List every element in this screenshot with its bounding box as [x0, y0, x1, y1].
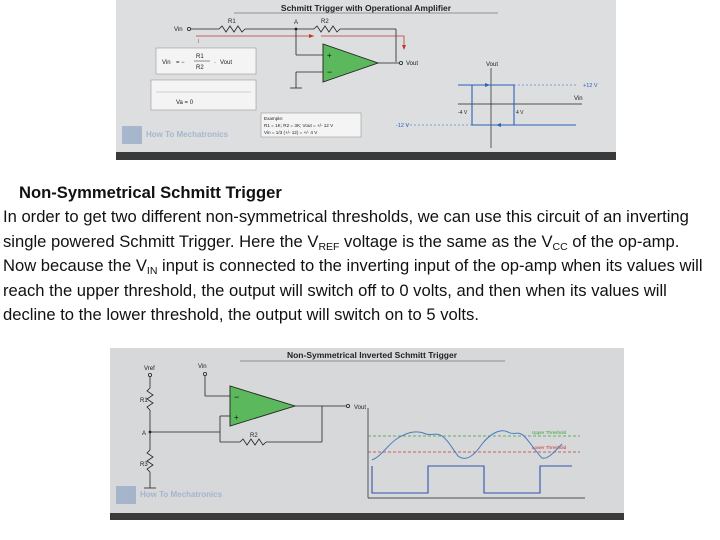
watermark-text: How To Mechatronics — [146, 130, 229, 139]
svg-text:+: + — [234, 413, 239, 422]
eq-r1: R1 — [196, 54, 204, 60]
schmitt-trigger-figure — [116, 0, 616, 160]
figure-title: Schmitt Trigger with Operational Amplifier — [280, 3, 452, 13]
node-a-label: A — [294, 20, 299, 26]
lower-threshold-label: Lower Threshold — [532, 445, 567, 450]
eq-r2: R2 — [196, 65, 204, 71]
r1-label: R1 — [140, 398, 148, 404]
example-line2: Vin = 1/3 (+/- 12) = +/- 4 V — [264, 130, 318, 135]
example-title: Example: — [264, 116, 284, 121]
vout-label: Vout — [406, 61, 419, 67]
svg-text:−: − — [234, 392, 240, 402]
figure-title: Non-Symmetrical Inverted Schmitt Trigger — [286, 350, 458, 360]
vin-axis-label: Vin — [574, 96, 583, 102]
vin-label: Vin — [198, 364, 207, 370]
pos-threshold-label: 4 V — [516, 110, 524, 116]
schmitt-trigger-diagram — [116, 0, 616, 160]
r1-label: R1 — [228, 19, 236, 25]
r2-label: R2 — [321, 19, 329, 25]
svg-text:I: I — [198, 39, 200, 45]
example-line1: R1 = 1K; R2 = 3K; Vout = +/- 12 V — [264, 123, 334, 128]
article-body — [3, 181, 715, 327]
section-heading: Non-Symmetrical Schmitt Trigger — [19, 183, 282, 202]
svg-text:= −: = − — [176, 60, 185, 66]
svg-text:−: − — [327, 67, 333, 77]
svg-text:+: + — [327, 51, 332, 60]
r2-label: R2 — [250, 433, 258, 439]
eq-vin: Vin — [162, 60, 171, 66]
neg-level-label: -12 V — [396, 123, 410, 129]
node-a-label: A — [142, 431, 147, 437]
vref-label: Vref — [144, 366, 155, 372]
pos-level-label: +12 V — [583, 83, 598, 89]
va-zero: Va = 0 — [176, 100, 194, 106]
r3-label: R3 — [140, 462, 148, 468]
non-symmetrical-trigger-diagram — [110, 348, 624, 520]
eq-vout: Vout — [220, 60, 233, 66]
body-paragraph: In order to get two different non-symmetrical thresholds, we can use this circuit of an inverting single powered Schmitt Trigger. Here the $V_{REF}$ voltage is the same as the $V_{CC}$ of the op-amp. Now because the $V_{IN}$ input is connected to the inverting input of the op-amp when its values will reach the upper threshold, the output will switch off to 0 volts, and then when its values will decline to the lower threshold, the output will switch on to 5 volts. — [3, 207, 703, 325]
non-symmetrical-trigger-figure — [110, 348, 624, 520]
vout-axis-label: Vout — [486, 62, 499, 68]
svg-text:·: · — [214, 60, 216, 66]
vout-label: Vout — [354, 405, 367, 411]
vin-label: Vin — [174, 27, 183, 33]
neg-threshold-label: -4 V — [458, 110, 468, 116]
upper-threshold-label: Upper Threshold — [532, 430, 567, 435]
watermark-text: How To Mechatronics — [140, 490, 223, 499]
